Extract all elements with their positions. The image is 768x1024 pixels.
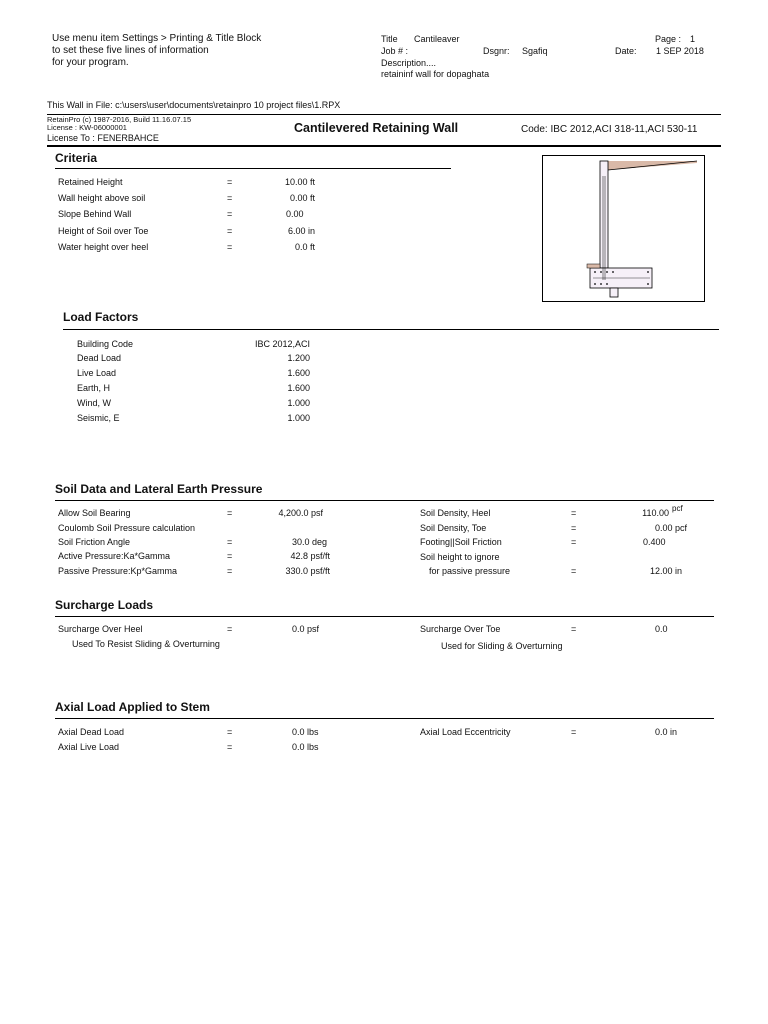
criteria-eq: = — [227, 242, 233, 252]
soil-eq: = — [571, 523, 577, 533]
soil-label: Allow Soil Bearing — [58, 508, 131, 518]
title-value: Cantileaver — [414, 34, 460, 44]
soil-value: 12.00 in — [649, 566, 682, 576]
criteria-label: Height of Soil over Toe — [58, 226, 149, 236]
load-factor-value: IBC 2012,ACI — [254, 339, 310, 349]
soil-unit: pcf — [672, 504, 683, 513]
page-value: 1 — [690, 34, 696, 44]
axial-live-value: 0.0 lbs — [292, 742, 319, 752]
code-reference: Code: IBC 2012,ACI 318-11,ACI 530-11 — [521, 124, 698, 135]
soil-value: 0.00 pcf — [654, 523, 687, 533]
criteria-label: Water height over heel — [58, 242, 149, 252]
description-label: Description.... — [381, 58, 437, 68]
soil-eq: = — [227, 551, 233, 561]
soil-label: Coulomb Soil Pressure calculation — [58, 523, 196, 533]
toe-soil — [587, 264, 600, 268]
surcharge-rule — [55, 616, 714, 617]
axial-heading: Axial Load Applied to Stem — [55, 700, 210, 714]
criteria-eq: = — [227, 177, 233, 187]
dsgnr-label: Dsgnr: — [483, 46, 510, 56]
criteria-eq: = — [227, 226, 233, 236]
surcharge-toe-note: Used for Sliding & Overturning — [441, 641, 563, 651]
soil-value: 0.400 — [643, 537, 666, 547]
date-label: Date: — [615, 46, 637, 56]
surcharge-heel-note: Used To Resist Sliding & Overturning — [72, 639, 220, 649]
soil-eq: = — [571, 508, 577, 518]
soil-label: for passive pressure — [429, 566, 511, 576]
soil-label: Passive Pressure:Kp*Gamma — [58, 566, 178, 576]
title-rule — [47, 145, 721, 147]
file-path: This Wall in File: c:\users\user\documents\retainpro 10 project files\1.RPX — [47, 100, 341, 110]
soil-eq: = — [227, 508, 233, 518]
criteria-label: Slope Behind Wall — [58, 209, 132, 219]
stem — [600, 161, 608, 268]
soil-eq: = — [571, 537, 577, 547]
soil-label: Soil Density, Heel — [420, 508, 491, 518]
surcharge-heel-value: 0.0 psf — [292, 624, 320, 634]
header-note-line: for your program. — [52, 57, 129, 68]
surcharge-heading: Surcharge Loads — [55, 598, 154, 612]
load-factor-value: 1.600 — [287, 383, 310, 393]
soil-value: 330.0 psf/ft — [285, 566, 330, 576]
dsgnr-value: Sgafiq — [522, 46, 548, 56]
soil-eq: = — [227, 537, 233, 547]
soil-value: 4,200.0 psf — [278, 508, 323, 518]
load-factor-value: 1.600 — [287, 368, 310, 378]
axial-live-eq: = — [227, 742, 233, 752]
soil-label: Footing||Soil Friction — [420, 537, 502, 547]
license-to: License To : FENERBAHCE — [47, 133, 159, 143]
criteria-eq: = — [227, 209, 233, 219]
criteria-value: 6.00 in — [287, 226, 315, 236]
surcharge-toe-value: 0.0 — [655, 624, 668, 634]
soil-eq: = — [571, 566, 577, 576]
job-label: Job # : — [381, 46, 409, 56]
load-factor-label: Live Load — [77, 368, 117, 378]
soil-label: Soil height to ignore — [420, 552, 500, 562]
license-line: License : KW-06000001 — [47, 123, 127, 132]
criteria-rule — [55, 168, 451, 169]
criteria-eq: = — [227, 193, 233, 203]
criteria-label: Retained Height — [58, 177, 123, 187]
header-note-line: to set these five lines of information — [52, 45, 209, 56]
header-note — [52, 33, 261, 69]
criteria-label: Wall height above soil — [58, 193, 146, 203]
load-factors-rule — [63, 329, 719, 330]
load-factor-label: Dead Load — [77, 353, 122, 363]
criteria-value: 0.00 — [286, 209, 304, 219]
soil-value: 30.0 deg — [291, 537, 327, 547]
key — [610, 288, 618, 297]
soil-value: 110.00 — [642, 508, 669, 518]
load-factor-value: 1.000 — [287, 398, 310, 408]
axial-ecc-eq: = — [571, 727, 577, 737]
criteria-heading: Criteria — [55, 151, 98, 165]
load-factor-label: Wind, W — [77, 398, 112, 408]
load-factor-label: Earth, H — [77, 383, 111, 393]
surcharge-heel-eq: = — [227, 624, 233, 634]
load-factor-label: Seismic, E — [77, 413, 120, 423]
description-value: retaininf wall for dopaghata — [381, 69, 490, 79]
soil-label: Active Pressure:Ka*Gamma — [58, 551, 171, 561]
surcharge-toe-label: Surcharge Over Toe — [420, 624, 501, 634]
license-block — [47, 116, 191, 132]
header-note-line: Use menu item Settings > Printing & Title Block — [52, 33, 262, 44]
criteria-value: 0.0 ft — [294, 242, 315, 252]
soil-rule — [55, 500, 714, 501]
surcharge-toe-eq: = — [571, 624, 577, 634]
load-factor-value: 1.200 — [287, 353, 310, 363]
criteria-value: 10.00 ft — [284, 177, 315, 187]
axial-dead-value: 0.0 lbs — [292, 727, 319, 737]
soil-label: Soil Friction Angle — [58, 537, 131, 547]
surcharge-heel-label: Surcharge Over Heel — [58, 624, 143, 634]
load-factor-value: 1.000 — [287, 413, 310, 423]
load-factors-heading: Load Factors — [63, 310, 139, 324]
axial-dead-label: Axial Dead Load — [58, 727, 125, 737]
soil-value: 42.8 psf/ft — [290, 551, 330, 561]
page-label: Page : — [655, 34, 682, 44]
license-line: RetainPro (c) 1987-2016, Build 11.16.07.15 — [47, 115, 192, 124]
date-value: 1 SEP 2018 — [656, 46, 704, 56]
load-factor-label: Building Code — [77, 339, 134, 349]
soil-heading: Soil Data and Lateral Earth Pressure — [55, 482, 263, 496]
axial-ecc-value: 0.0 in — [655, 727, 678, 737]
title-label: Title — [381, 34, 398, 44]
axial-rule — [55, 718, 714, 719]
criteria-value: 0.00 ft — [289, 193, 315, 203]
axial-dead-eq: = — [227, 727, 233, 737]
document-title: Cantilevered Retaining Wall — [294, 121, 459, 135]
axial-ecc-label: Axial Load Eccentricity — [420, 727, 511, 737]
soil-eq: = — [227, 566, 233, 576]
axial-live-label: Axial Live Load — [58, 742, 120, 752]
soil-label: Soil Density, Toe — [420, 523, 487, 533]
wall-section-drawing — [543, 156, 704, 301]
wall-diagram — [542, 155, 705, 302]
